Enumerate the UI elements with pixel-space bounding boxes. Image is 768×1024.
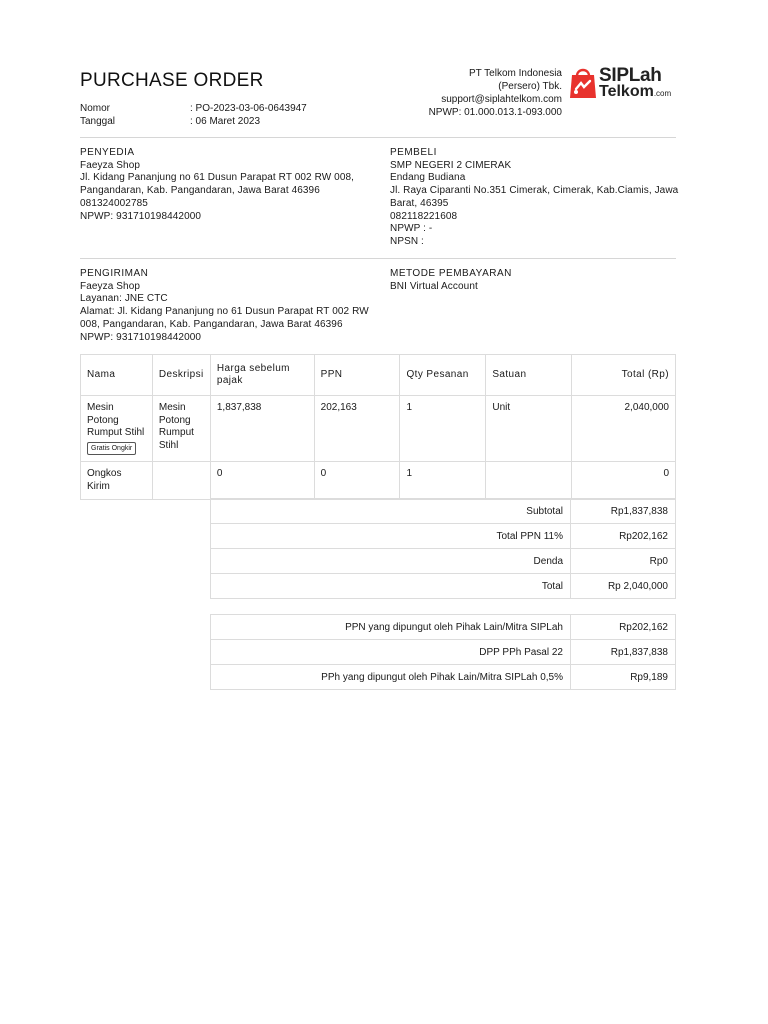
cell-total: 2,040,000	[572, 396, 676, 462]
penyedia-name: Faeyza Shop	[80, 159, 141, 171]
summary-row-subtotal	[211, 499, 676, 524]
items-table	[80, 354, 676, 500]
po-number-row	[80, 102, 380, 115]
cell-deskripsi: Mesin Potong Rumput Stihl	[152, 396, 210, 462]
tax-row-ppn	[211, 615, 676, 640]
cell-harga: 0	[210, 462, 314, 500]
cell-satuan: Unit	[486, 396, 572, 462]
tax-value: Rp9,189	[571, 665, 676, 690]
cell-ppn: 202,163	[314, 396, 400, 462]
logo-text-top: SIPLah	[599, 65, 662, 86]
logo-text-bottom: Telkom.com	[599, 83, 672, 100]
column-header-ppn: PPN	[314, 355, 400, 396]
pembeli-npwp: NPWP : -	[390, 223, 433, 235]
nomor-value: : PO-2023-03-06-0643947	[190, 103, 307, 114]
pembeli-contact: Endang Budiana	[390, 172, 466, 184]
tanggal-label: Tanggal	[80, 116, 116, 127]
nomor-label: Nomor	[80, 103, 111, 114]
pembeli-section	[390, 147, 680, 249]
cell-ppn: 0	[314, 462, 400, 500]
divider	[80, 137, 676, 138]
table-row	[81, 396, 676, 462]
column-header-qty: Qty Pesanan	[400, 355, 486, 396]
penyedia-section	[80, 147, 380, 223]
cell-nama: Ongkos Kirim	[81, 462, 153, 500]
summary-row-ppn	[211, 524, 676, 549]
column-header-deskripsi: Deskripsi	[152, 355, 210, 396]
summary-row-total	[211, 574, 676, 599]
cell-nama	[81, 396, 153, 462]
pengiriman-alamat1: Alamat: Jl. Kidang Pananjung no 61 Dusun Parapat RT 002 RW	[80, 306, 369, 318]
penyedia-address1: Jl. Kidang Pananjung no 61 Dusun Parapat RT 002 RW 008,	[80, 172, 355, 184]
column-header-harga: Harga sebelum pajak	[210, 355, 314, 396]
tax-row-pph	[211, 665, 676, 690]
cell-deskripsi	[152, 462, 210, 500]
divider	[80, 258, 676, 259]
company-name-line1: PT Telkom Indonesia	[468, 68, 562, 79]
pembeli-npsn: NPSN :	[390, 235, 424, 247]
pembayaran-section	[390, 268, 680, 293]
summary-table	[210, 498, 676, 599]
pengiriman-npwp: NPWP: 931710198442000	[80, 331, 202, 343]
summary-label: Total PPN 11%	[211, 524, 571, 549]
penyedia-npwp: NPWP: 931710198442000	[80, 210, 202, 222]
tax-value: Rp202,162	[571, 615, 676, 640]
table-header-row	[81, 355, 676, 396]
table-row	[81, 462, 676, 500]
siplah-telkom-logo	[568, 64, 680, 104]
pengiriman-alamat2: 008, Pangandaran, Kab. Pangandaran, Jawa Barat 46396	[80, 318, 343, 330]
pembayaran-heading: METODE PEMBAYARAN	[390, 268, 512, 279]
summary-label: Subtotal	[211, 499, 571, 524]
po-date-row	[80, 115, 380, 128]
penyedia-heading: PENYEDIA	[80, 147, 135, 158]
pembeli-heading: PEMBELI	[390, 147, 437, 158]
company-name-line2: (Persero) Tbk.	[498, 81, 562, 92]
pembeli-name: SMP NEGERI 2 CIMERAK	[390, 159, 512, 171]
summary-label: Total	[211, 574, 571, 599]
pengiriman-name: Faeyza Shop	[80, 280, 141, 292]
tanggal-value: : 06 Maret 2023	[190, 116, 261, 127]
company-email: support@siplahtelkom.com	[441, 94, 562, 105]
summary-value: Rp1,837,838	[571, 499, 676, 524]
cell-total: 0	[572, 462, 676, 500]
pengiriman-layanan: Layanan: JNE CTC	[80, 293, 168, 305]
tax-row-dpp	[211, 640, 676, 665]
pembeli-phone: 082118221608	[390, 210, 458, 222]
pembeli-address1: Jl. Raya Ciparanti No.351 Cimerak, Cimerak, Kab.Ciamis, Jawa	[390, 185, 679, 197]
tax-table	[210, 614, 676, 690]
tax-label: PPh yang dipungut oleh Pihak Lain/Mitra SIPLah 0,5%	[211, 665, 571, 690]
cell-qty: 1	[400, 462, 486, 500]
pengiriman-heading: PENGIRIMAN	[80, 268, 149, 279]
penyedia-address2: Pangandaran, Kab. Pangandaran, Jawa Barat 46396	[80, 185, 320, 197]
company-info	[362, 67, 562, 119]
column-header-satuan: Satuan	[486, 355, 572, 396]
tax-label: DPP PPh Pasal 22	[211, 640, 571, 665]
tax-label: PPN yang dipungut oleh Pihak Lain/Mitra SIPLah	[211, 615, 571, 640]
cell-qty: 1	[400, 396, 486, 462]
penyedia-phone: 081324002785	[80, 197, 148, 209]
cell-satuan	[486, 462, 572, 500]
cell-harga: 1,837,838	[210, 396, 314, 462]
item-name: Mesin Potong Rumput Stihl	[87, 402, 145, 438]
summary-value: Rp202,162	[571, 524, 676, 549]
pembeli-address2: Barat, 46395	[390, 197, 449, 209]
pembayaran-method: BNI Virtual Account	[390, 280, 478, 292]
tax-value: Rp1,837,838	[571, 640, 676, 665]
summary-row-denda	[211, 549, 676, 574]
page-title: PURCHASE ORDER	[80, 70, 264, 91]
pengiriman-section	[80, 268, 370, 344]
summary-label: Denda	[211, 549, 571, 574]
summary-value: Rp0	[571, 549, 676, 574]
column-header-total: Total (Rp)	[572, 355, 676, 396]
summary-value: Rp 2,040,000	[571, 574, 676, 599]
column-header-nama: Nama	[81, 355, 153, 396]
free-shipping-badge: Gratis Ongkir	[87, 442, 136, 455]
company-npwp: NPWP: 01.000.013.1-093.000	[428, 107, 562, 118]
